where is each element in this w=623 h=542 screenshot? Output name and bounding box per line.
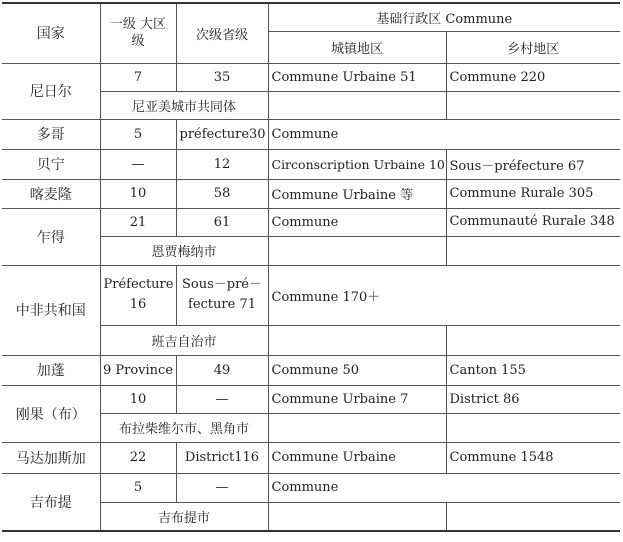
gabon-urban: Commune 50: [268, 355, 446, 385]
admin-division-table: [2, 2, 620, 532]
chad-special-rural-empty: [446, 236, 620, 265]
niger-level2: 35: [176, 63, 268, 91]
cameroon-level2: 58: [176, 179, 268, 208]
row-car: [2, 265, 620, 325]
djibouti-level1: 5: [100, 473, 176, 502]
country-togo: 多哥: [2, 119, 100, 149]
congo-special-urban-empty: [268, 413, 446, 442]
congo-special-city: 布拉柴维尔市、黑角市: [100, 413, 268, 442]
car-commune: Commune 170＋: [268, 265, 620, 325]
togo-level2: préfecture30: [176, 119, 268, 149]
row-cameroon: [2, 179, 620, 208]
row-gabon: [2, 355, 620, 385]
chad-special-city: 恩贾梅纳市: [100, 236, 268, 265]
benin-level2: 12: [176, 149, 268, 179]
chad-level2: 61: [176, 208, 268, 236]
congo-level2: —: [176, 385, 268, 413]
djibouti-special-rural-empty: [446, 502, 620, 531]
congo-special-rural-empty: [446, 413, 620, 442]
chad-rural: Communauté Rurale 348: [446, 208, 620, 236]
niger-urban: Commune Urbaine 51: [268, 63, 446, 91]
row-madagascar: [2, 442, 620, 473]
row-niger: [2, 63, 620, 91]
header-level2: 次级省级: [176, 3, 268, 63]
country-congo: 刚果（布）: [2, 385, 100, 442]
row-togo: [2, 119, 620, 149]
benin-urban: Circonscription Urbaine 10: [268, 149, 446, 179]
congo-rural: District 86: [446, 385, 620, 413]
gabon-rural: Canton 155: [446, 355, 620, 385]
madagascar-level1: 22: [100, 442, 176, 473]
country-chad: 乍得: [2, 208, 100, 265]
header-rural: 乡村地区: [446, 31, 620, 63]
country-niger: 尼日尔: [2, 63, 100, 119]
niger-special-rural-empty: [446, 91, 620, 119]
chad-urban: Commune: [268, 208, 446, 236]
country-cameroon: 喀麦隆: [2, 179, 100, 208]
benin-rural: Sous－préfecture 67: [446, 149, 620, 179]
congo-urban: Commune Urbaine 7: [268, 385, 446, 413]
gabon-level1: 9 Province: [100, 355, 176, 385]
chad-special-urban-empty: [268, 236, 446, 265]
cameroon-urban: Commune Urbaine 等: [268, 179, 446, 208]
car-special-city: 班吉自治市: [100, 325, 268, 355]
madagascar-urban: Commune Urbaine: [268, 442, 446, 473]
congo-level1: 10: [100, 385, 176, 413]
row-djibouti: [2, 473, 620, 502]
row-congo: [2, 385, 620, 413]
madagascar-rural: Commune 1548: [446, 442, 620, 473]
djibouti-special-urban-empty: [268, 502, 446, 531]
djibouti-commune: Commune: [268, 473, 620, 502]
header-country: 国家: [2, 3, 100, 63]
car-special-rural-empty: [446, 325, 620, 355]
header-base-commune: 基础行政区 Commune: [268, 3, 620, 31]
car-level1: Préfecture 16: [100, 265, 176, 325]
chad-level1: 21: [100, 208, 176, 236]
row-chad: [2, 208, 620, 236]
togo-commune: Commune: [268, 119, 620, 149]
country-car: 中非共和国: [2, 265, 100, 355]
cameroon-rural: Commune Rurale 305: [446, 179, 620, 208]
niger-rural: Commune 220: [446, 63, 620, 91]
header-row-1: [2, 3, 620, 31]
header-urban: 城镇地区: [268, 31, 446, 63]
gabon-level2: 49: [176, 355, 268, 385]
niger-level1: 7: [100, 63, 176, 91]
row-benin: [2, 149, 620, 179]
car-level2: Sous－pré－ fecture 71: [176, 265, 268, 325]
niger-special-urban-empty: [268, 91, 446, 119]
country-gabon: 加蓬: [2, 355, 100, 385]
benin-level1: —: [100, 149, 176, 179]
togo-level1: 5: [100, 119, 176, 149]
car-special-urban-empty: [268, 325, 446, 355]
djibouti-special-city: 吉布提市: [100, 502, 268, 531]
cameroon-level1: 10: [100, 179, 176, 208]
country-madagascar: 马达加斯加: [2, 442, 100, 473]
madagascar-level2: District116: [176, 442, 268, 473]
country-djibouti: 吉布提: [2, 473, 100, 531]
djibouti-level2: —: [176, 473, 268, 502]
header-level1: 一级 大区级: [100, 3, 176, 63]
country-benin: 贝宁: [2, 149, 100, 179]
niger-special-city: 尼亚美城市共同体: [100, 91, 268, 119]
